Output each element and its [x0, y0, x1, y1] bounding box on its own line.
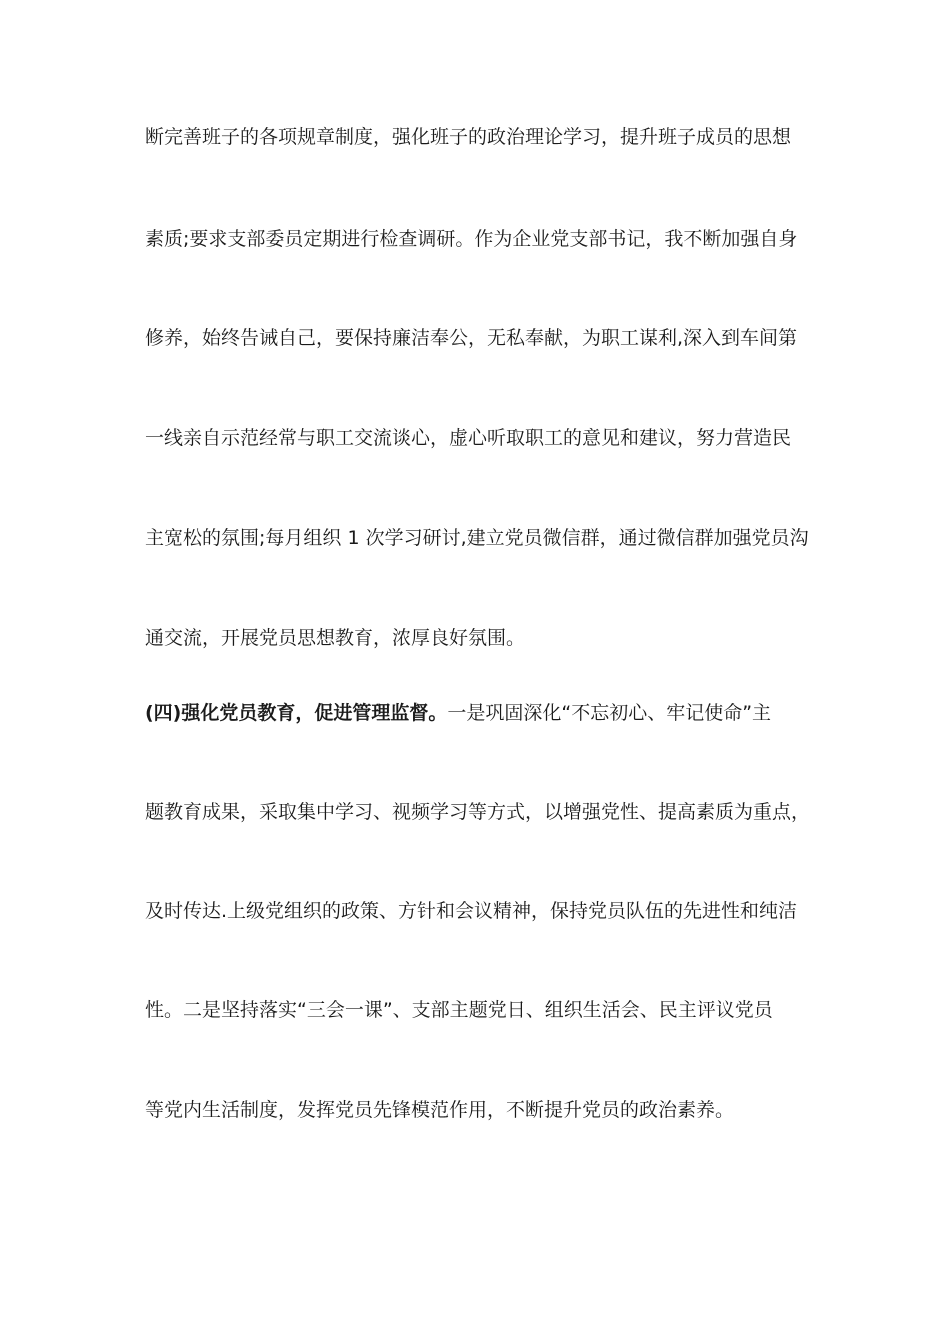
text-line-3: 修养，始终告诫自己，要保持廉洁奉公，无私奉献，为职工谋利,深入到车间第 [145, 327, 798, 349]
section-line-5: 等党内生活制度，发挥党员先锋模范作用，不断提升党员的政治素养。 [145, 1099, 735, 1121]
text-line-5: 主宽松的氛围;每月组织 1 次学习研讨,建立党员微信群，通过微信群加强党员沟 [145, 527, 809, 549]
text-line-2: 素质;要求支部委员定期进行检查调研。作为企业党支部书记，我不断加强自身 [145, 228, 798, 250]
section-line-3: 及时传达.上级党组织的政策、方针和会议精神，保持党员队伍的先进性和纯洁 [145, 900, 798, 922]
text-line-6: 通交流，开展党员思想教育，浓厚良好氛围。 [145, 627, 526, 649]
section-heading: (四)强化党员教育，促进管理监督。 [145, 702, 448, 724]
section-line-4: 性。二是坚持落实“三会一课”、支部主题党日、组织生活会、民主评议党员 [145, 999, 773, 1021]
section-first-line [145, 700, 825, 726]
text-line-1: 断完善班子的各项规章制度，强化班子的政治理论学习，提升班子成员的思想 [145, 126, 792, 148]
section-line-2: 题教育成果，采取集中学习、视频学习等方式，以增强党性、提高素质为重点， [145, 801, 811, 823]
section-first-line-text: 一是巩固深化“不忘初心、牢记使命”主 [447, 702, 772, 724]
text-line-4: 一线亲自示范经常与职工交流谈心，虚心听取职工的意见和建议，努力营造民 [145, 427, 792, 449]
